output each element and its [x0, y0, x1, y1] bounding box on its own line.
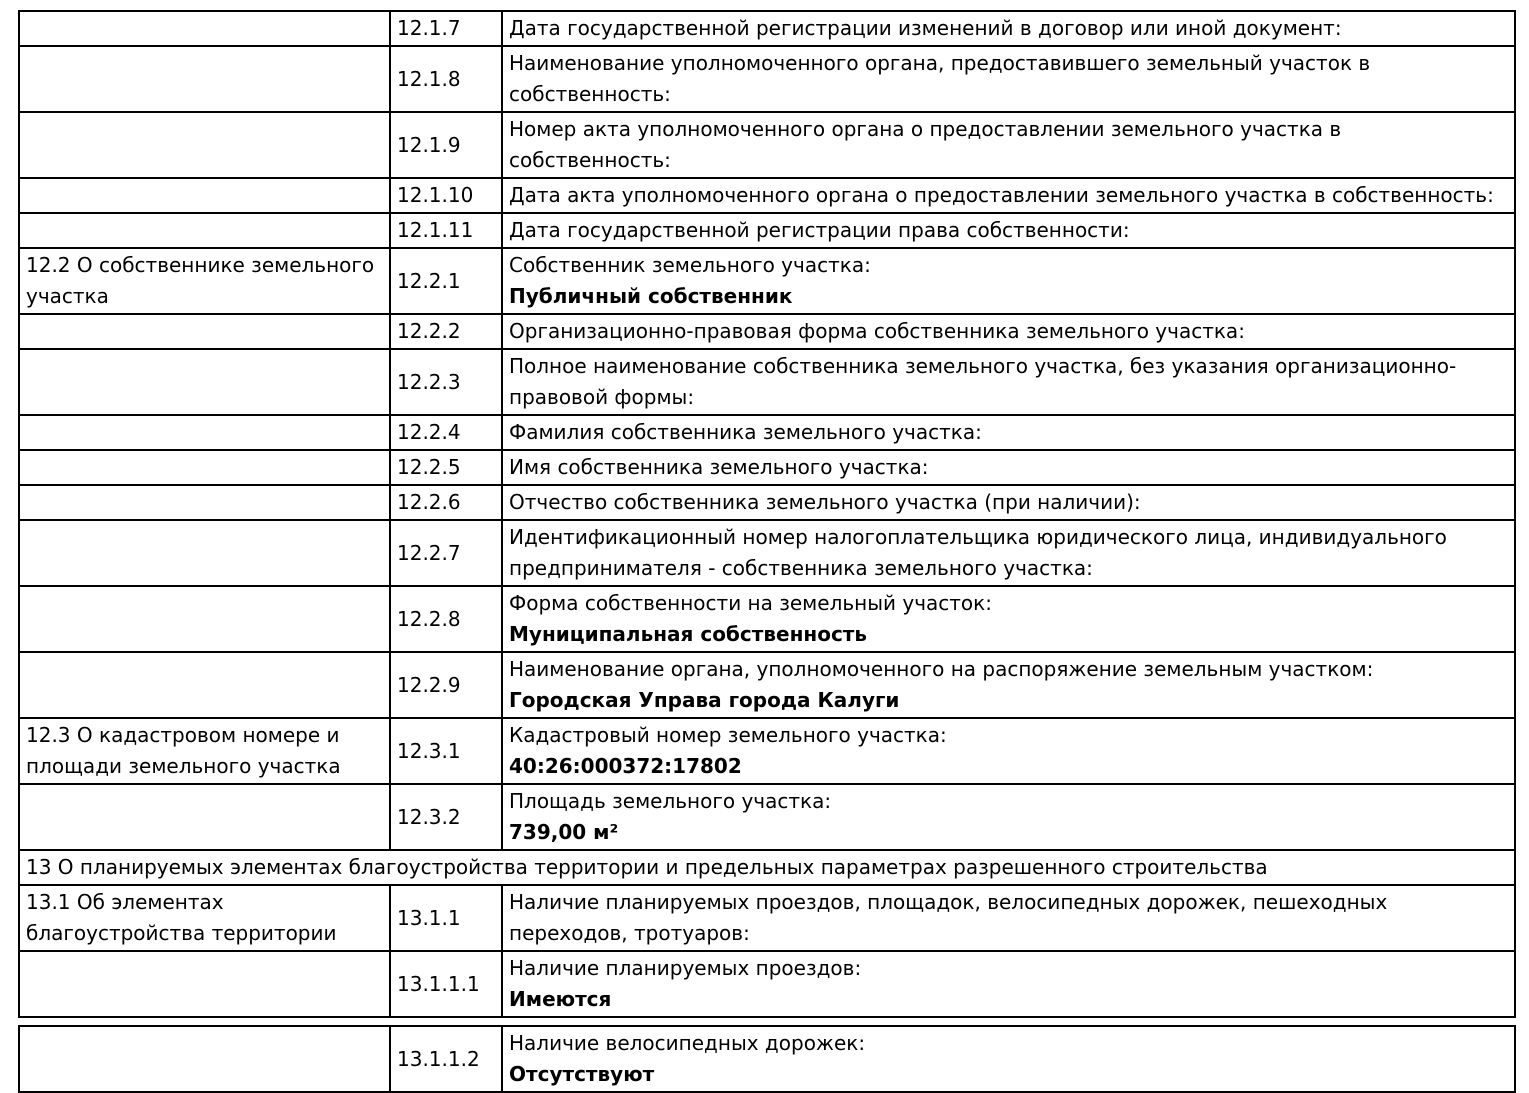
document-page — [18, 10, 1516, 1093]
field-label: Наименование уполномоченного органа, предоставившего земельный участок в собственность: — [509, 51, 1371, 106]
table-row — [19, 11, 1515, 46]
item-code-cell: 13.1.1.1 — [390, 951, 502, 1017]
item-label-cell — [502, 112, 1515, 178]
item-code-cell: 12.1.7 — [390, 11, 502, 46]
item-label-cell — [502, 485, 1515, 520]
table-row — [19, 349, 1515, 415]
table-row — [19, 652, 1515, 718]
item-label-cell — [502, 652, 1515, 718]
item-label-cell — [502, 784, 1515, 850]
section-title-cell — [19, 11, 390, 46]
section-title-cell — [19, 951, 390, 1017]
item-code-cell: 12.2.5 — [390, 450, 502, 485]
item-label-cell — [502, 248, 1515, 314]
table-row — [19, 718, 1515, 784]
field-label: Наличие велосипедных дорожек: — [509, 1031, 866, 1055]
field-label: Фамилия собственника земельного участка: — [509, 420, 982, 444]
section-title-cell — [19, 652, 390, 718]
field-value: 40:26:000372:17802 — [509, 754, 742, 778]
item-label-cell — [502, 213, 1515, 248]
field-label: Номер акта уполномоченного органа о предоставлении земельного участка в собственность: — [509, 117, 1342, 172]
section-title-cell — [19, 1026, 390, 1092]
item-label-cell — [502, 178, 1515, 213]
disclosure-table — [18, 1025, 1516, 1093]
item-code-cell: 12.2.9 — [390, 652, 502, 718]
field-label: Дата акта уполномоченного органа о предоставлении земельного участка в собственность: — [509, 183, 1494, 207]
section-title-cell — [19, 178, 390, 213]
section-title-cell: 12.2 О собственнике земельного участка — [19, 248, 390, 314]
section-title-cell: 13.1 Об элементах благоустройства территории — [19, 885, 390, 951]
item-code-cell: 12.1.10 — [390, 178, 502, 213]
field-value: Имеются — [509, 987, 612, 1011]
field-label: Наличие планируемых проездов: — [509, 956, 862, 980]
item-label-cell — [502, 450, 1515, 485]
item-label-cell — [502, 885, 1515, 951]
table-row — [19, 850, 1515, 885]
table-row — [19, 1026, 1515, 1092]
section-header-cell: 13 О планируемых элементах благоустройства территории и предельных параметрах разрешенного строительства — [19, 850, 1515, 885]
item-label-cell — [502, 11, 1515, 46]
section-title-cell — [19, 46, 390, 112]
item-label-cell — [502, 951, 1515, 1017]
table-row — [19, 586, 1515, 652]
table-row — [19, 784, 1515, 850]
table-row — [19, 213, 1515, 248]
item-label-cell — [502, 415, 1515, 450]
field-value: Отсутствуют — [509, 1062, 655, 1086]
item-code-cell: 12.2.3 — [390, 349, 502, 415]
field-value: Публичный собственник — [509, 284, 793, 308]
section-title-cell — [19, 586, 390, 652]
section-title-cell — [19, 415, 390, 450]
field-label: Форма собственности на земельный участок: — [509, 591, 992, 615]
table-row — [19, 248, 1515, 314]
table-row — [19, 415, 1515, 450]
table-row — [19, 46, 1515, 112]
item-label-cell — [502, 520, 1515, 586]
item-label-cell — [502, 349, 1515, 415]
field-label: Кадастровый номер земельного участка: — [509, 723, 947, 747]
field-label: Наличие планируемых проездов, площадок, велосипедных дорожек, пешеходных переходов, тротуаров: — [509, 890, 1388, 945]
section-title-cell — [19, 520, 390, 586]
section-title-cell — [19, 784, 390, 850]
field-label: Имя собственника земельного участка: — [509, 455, 929, 479]
disclosure-tables-container — [18, 10, 1516, 1093]
item-code-cell: 12.2.8 — [390, 586, 502, 652]
section-title-cell — [19, 485, 390, 520]
field-label: Наименование органа, уполномоченного на распоряжение земельным участком: — [509, 657, 1374, 681]
item-label-cell — [502, 718, 1515, 784]
field-value: Городская Управа города Калуги — [509, 688, 900, 712]
item-code-cell: 12.2.2 — [390, 314, 502, 349]
table-row — [19, 112, 1515, 178]
item-label-cell — [502, 46, 1515, 112]
field-value: Муниципальная собственность — [509, 622, 868, 646]
section-title-cell — [19, 450, 390, 485]
section-title-cell — [19, 314, 390, 349]
item-label-cell — [502, 314, 1515, 349]
field-label: Дата государственной регистрации изменений в договор или иной документ: — [509, 16, 1342, 40]
section-title-cell — [19, 112, 390, 178]
field-value: 739,00 м² — [509, 820, 619, 844]
table-row — [19, 951, 1515, 1017]
item-code-cell: 13.1.1 — [390, 885, 502, 951]
item-code-cell: 12.2.4 — [390, 415, 502, 450]
field-label: Полное наименование собственника земельного участка, без указания организационно-правовой формы: — [509, 354, 1457, 409]
item-code-cell: 12.1.8 — [390, 46, 502, 112]
field-label: Площадь земельного участка: — [509, 789, 832, 813]
table-row — [19, 485, 1515, 520]
item-code-cell: 12.3.1 — [390, 718, 502, 784]
table-row — [19, 885, 1515, 951]
item-label-cell — [502, 1026, 1515, 1092]
field-label: Отчество собственника земельного участка (при наличии): — [509, 490, 1141, 514]
item-code-cell: 12.2.1 — [390, 248, 502, 314]
field-label: Организационно-правовая форма собственника земельного участка: — [509, 319, 1245, 343]
table-row — [19, 314, 1515, 349]
section-title-cell — [19, 213, 390, 248]
item-code-cell: 12.3.2 — [390, 784, 502, 850]
section-title-cell: 12.3 О кадастровом номере и площади земельного участка — [19, 718, 390, 784]
field-label: Идентификационный номер налогоплательщика юридического лица, индивидуального предпринимателя - собственника земельного участка: — [509, 525, 1447, 580]
field-label: Собственник земельного участка: — [509, 253, 871, 277]
item-code-cell: 12.2.7 — [390, 520, 502, 586]
item-label-cell — [502, 586, 1515, 652]
item-code-cell: 12.1.9 — [390, 112, 502, 178]
item-code-cell: 12.2.6 — [390, 485, 502, 520]
section-title-cell — [19, 349, 390, 415]
table-row — [19, 450, 1515, 485]
table-row — [19, 178, 1515, 213]
table-row — [19, 520, 1515, 586]
disclosure-table — [18, 10, 1516, 1018]
item-code-cell: 13.1.1.2 — [390, 1026, 502, 1092]
item-code-cell: 12.1.11 — [390, 213, 502, 248]
field-label: Дата государственной регистрации права собственности: — [509, 218, 1130, 242]
